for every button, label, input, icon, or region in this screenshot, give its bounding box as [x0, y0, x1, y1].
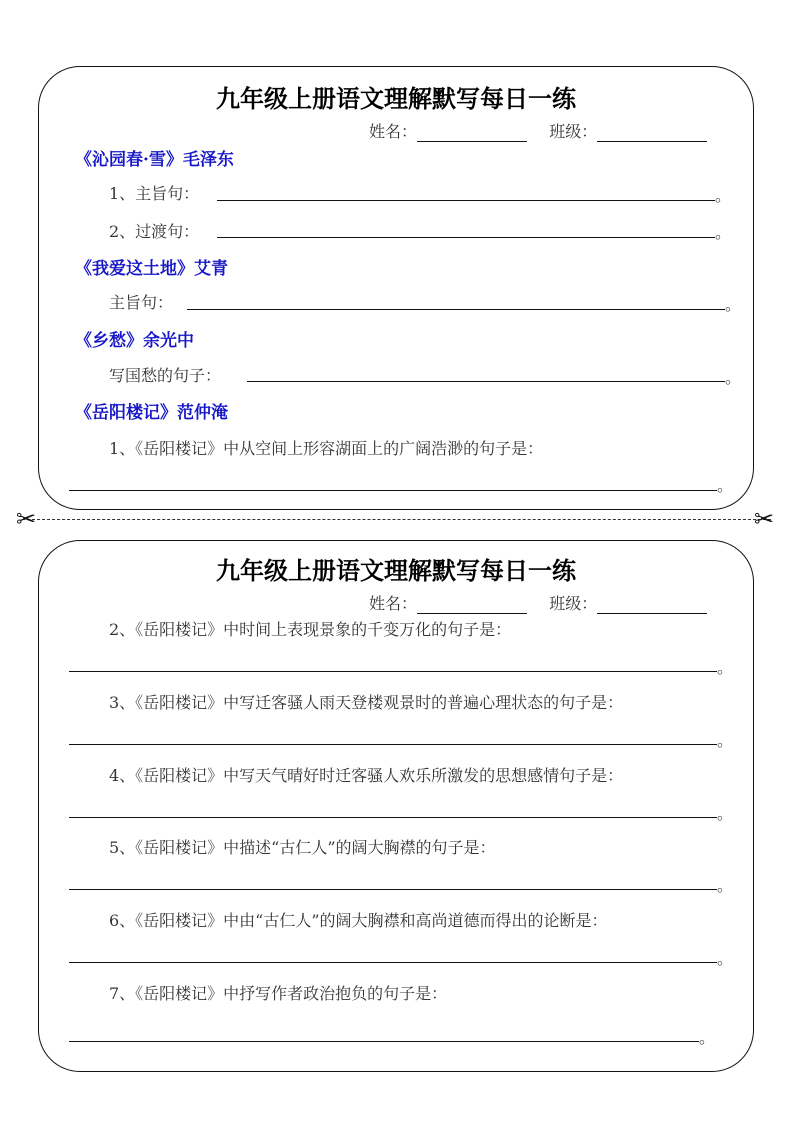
- period-mark: 。: [717, 476, 734, 495]
- section-heading: 《乡愁》余光中: [75, 331, 194, 351]
- item-label: 2、过渡句：: [109, 222, 200, 241]
- answer-line[interactable]: [69, 671, 717, 672]
- question-text: 5、《岳阳楼记》中描述“古仁人”的阔大胸襟的句子是：: [109, 838, 496, 857]
- question-text: 6、《岳阳楼记》中由“古仁人”的阔大胸襟和高尚道德而得出的论断是：: [109, 911, 608, 930]
- worksheet-title: 九年级上册语文理解默写每日一练: [216, 84, 576, 113]
- cut-line: [22, 519, 771, 520]
- name-field[interactable]: [417, 595, 527, 614]
- answer-line[interactable]: [69, 889, 717, 890]
- answer-line[interactable]: [69, 1041, 699, 1042]
- answer-line[interactable]: [247, 381, 725, 382]
- period-mark: 。: [717, 804, 734, 823]
- period-mark: 。: [725, 368, 742, 387]
- section-heading: 《我爱这土地》艾青: [75, 259, 228, 279]
- answer-line[interactable]: [217, 200, 715, 201]
- period-mark: 。: [715, 223, 732, 242]
- period-mark: 。: [717, 731, 734, 750]
- student-info-row: [369, 591, 707, 614]
- period-mark: 。: [725, 295, 742, 314]
- class-label: 班级：: [549, 594, 598, 613]
- question-text: 7、《岳阳楼记》中抒写作者政治抱负的句子是：: [109, 984, 448, 1003]
- item-label: 1、主旨句：: [109, 184, 200, 203]
- worksheet-card-top: [38, 66, 754, 510]
- period-mark: 。: [717, 876, 734, 895]
- answer-line[interactable]: [69, 744, 717, 745]
- period-mark: 。: [715, 186, 732, 205]
- period-mark: 。: [717, 949, 734, 968]
- worksheet-title: 九年级上册语文理解默写每日一练: [216, 556, 576, 585]
- question-text: 2、《岳阳楼记》中时间上表现景象的千变万化的句子是：: [109, 620, 512, 639]
- question-text: 1、《岳阳楼记》中从空间上形容湖面上的广阔浩渺的句子是：: [109, 439, 544, 458]
- period-mark: 。: [699, 1028, 716, 1047]
- question-text: 3、《岳阳楼记》中写迁客骚人雨天登楼观景时的普遍心理状态的句子是：: [109, 693, 624, 712]
- class-field[interactable]: [597, 595, 707, 614]
- name-label: 姓名：: [369, 122, 418, 141]
- name-label: 姓名：: [369, 594, 418, 613]
- item-label: 写国愁的句子：: [109, 366, 222, 385]
- class-label: 班级：: [549, 122, 598, 141]
- answer-line[interactable]: [69, 490, 717, 491]
- worksheet-card-bottom: [38, 540, 754, 1072]
- class-field[interactable]: [597, 123, 707, 142]
- section-heading: 《沁园春·雪》毛泽东: [75, 150, 234, 170]
- name-field[interactable]: [417, 123, 527, 142]
- scissors-icon: ✂: [754, 505, 775, 533]
- question-text: 4、《岳阳楼记》中写天气晴好时迁客骚人欢乐所激发的思想感情句子是：: [109, 766, 624, 785]
- period-mark: 。: [717, 658, 734, 677]
- item-label: 主旨句：: [109, 293, 174, 312]
- answer-line[interactable]: [69, 817, 717, 818]
- scissors-icon: ✂: [16, 505, 37, 533]
- answer-line[interactable]: [69, 962, 717, 963]
- answer-line[interactable]: [187, 309, 725, 310]
- student-info-row: [369, 119, 707, 142]
- answer-line[interactable]: [217, 237, 715, 238]
- section-heading: 《岳阳楼记》范仲淹: [75, 403, 228, 423]
